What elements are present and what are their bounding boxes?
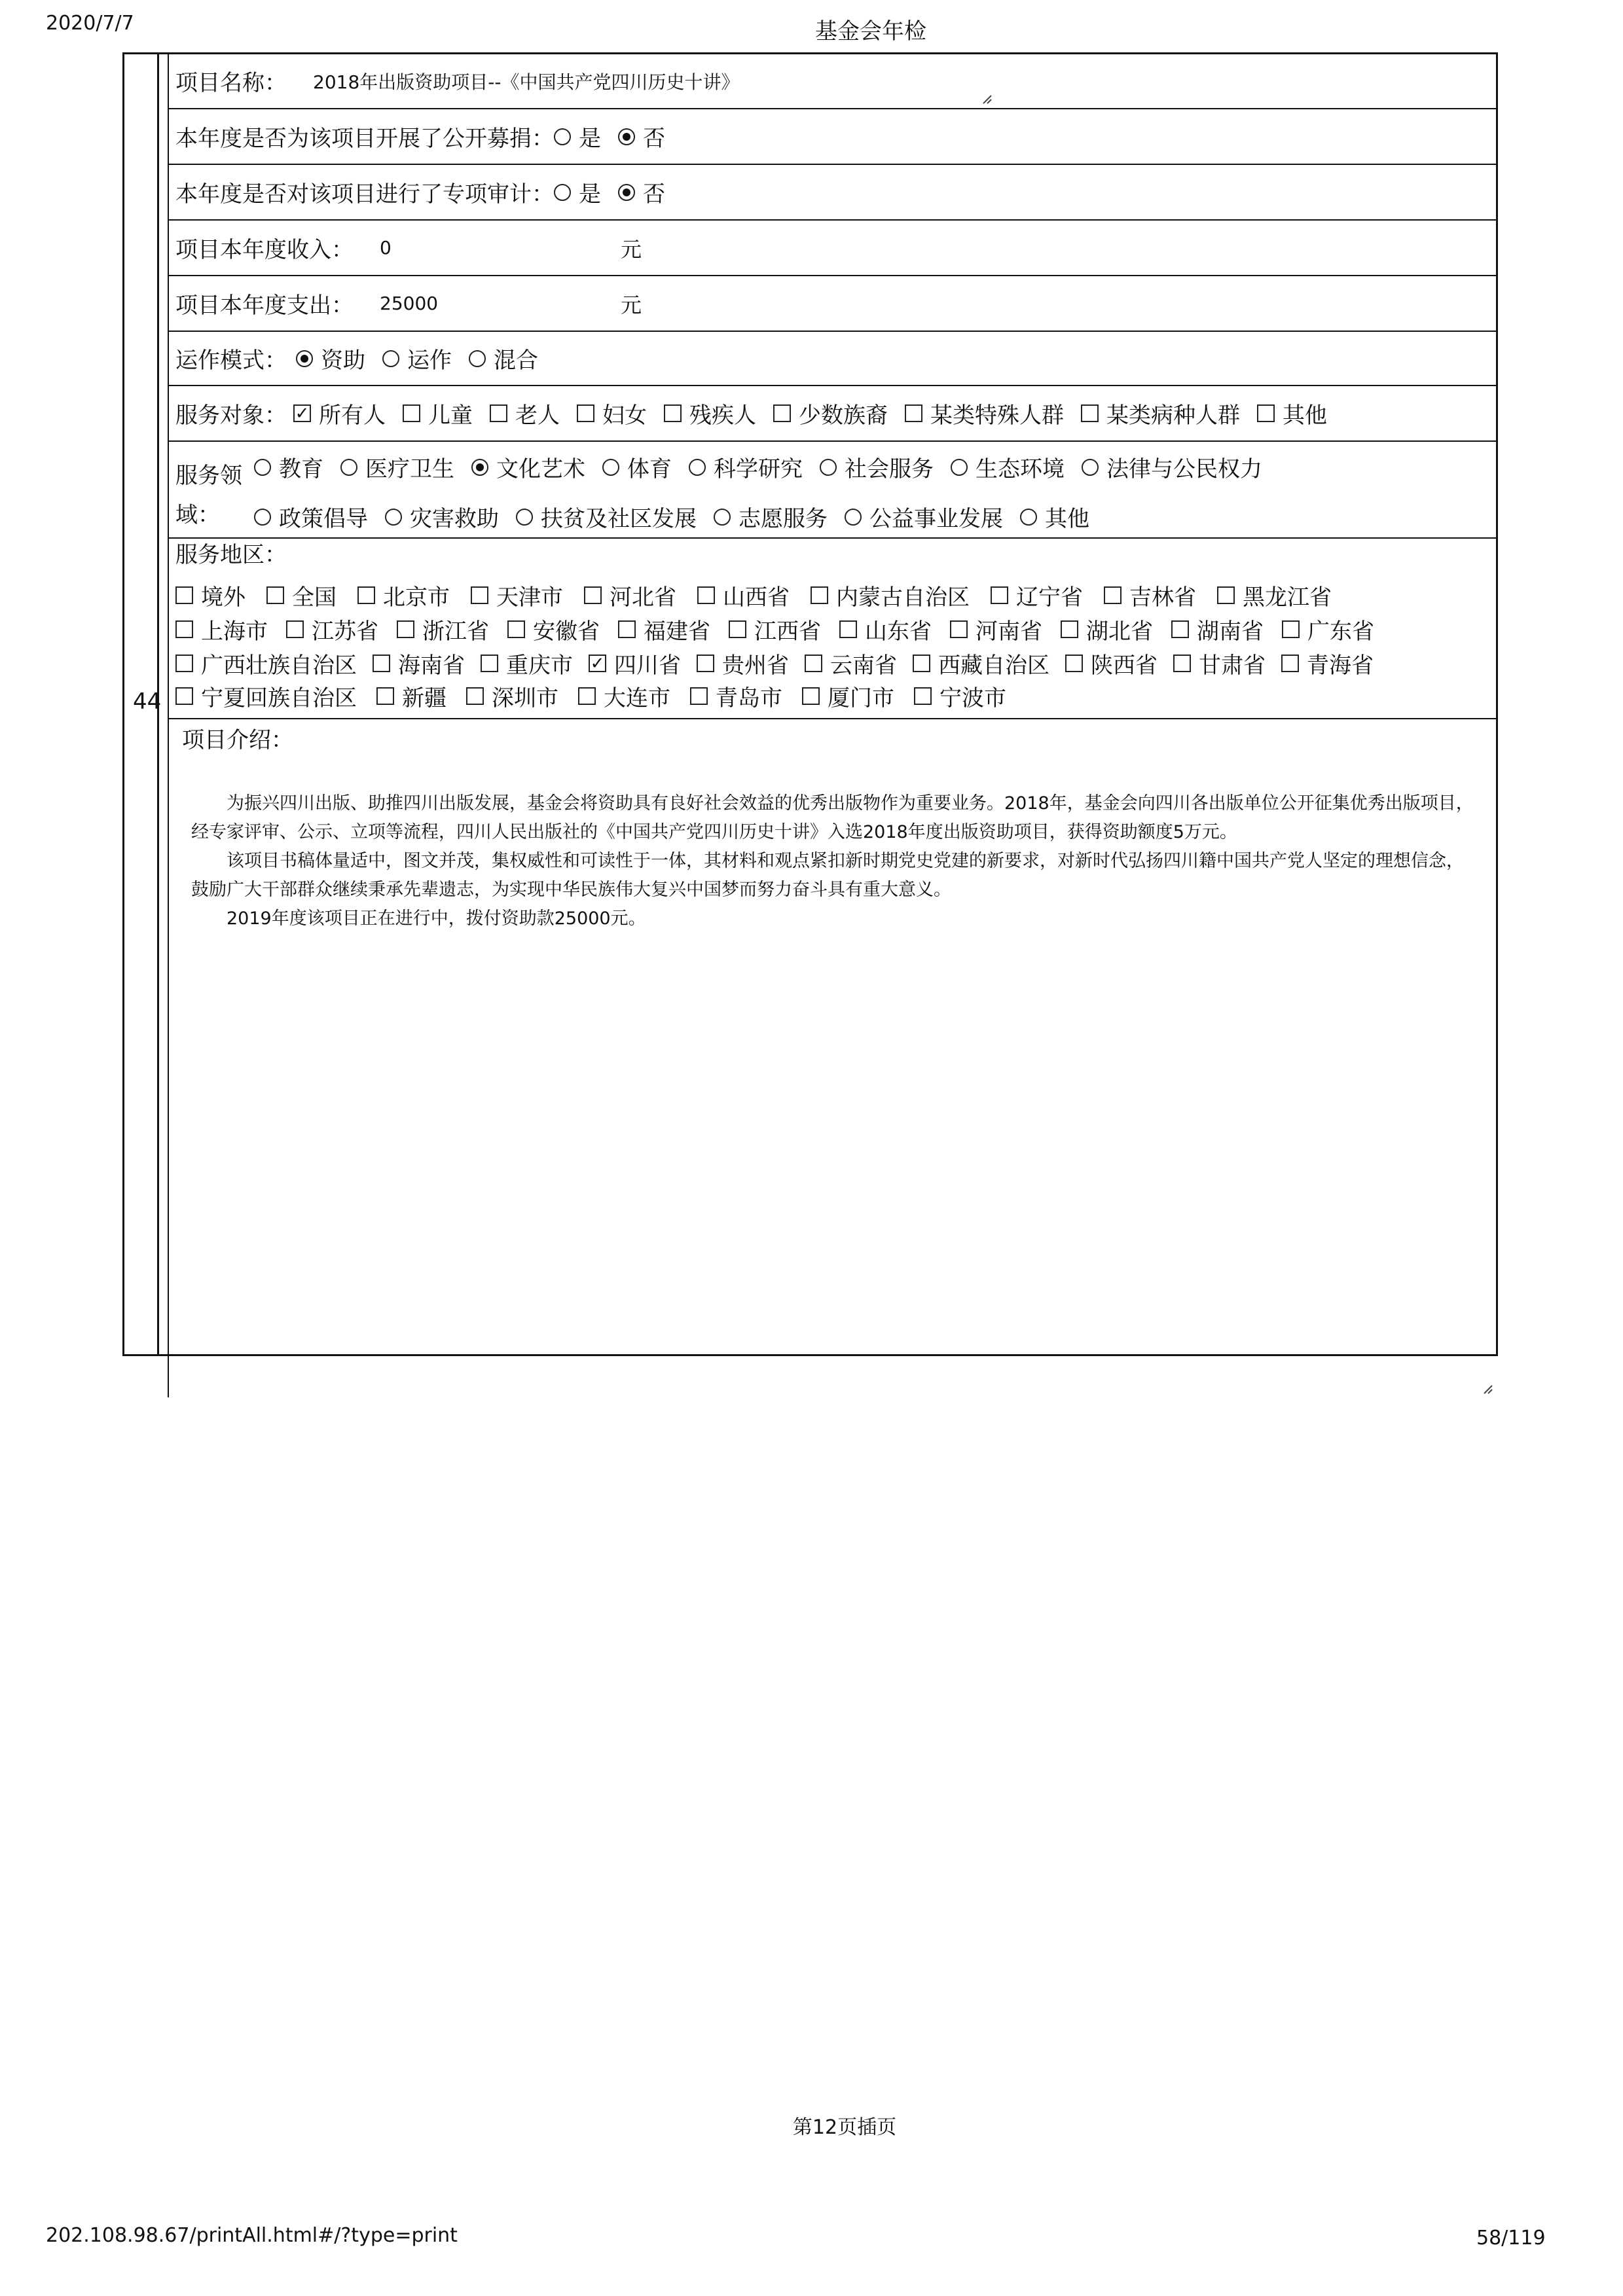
area-option[interactable] [589, 647, 681, 679]
area-label: 甘肃省 [1199, 653, 1266, 679]
target-option[interactable] [490, 397, 560, 429]
area-option[interactable] [690, 680, 782, 712]
field-label: 政策倡导 [279, 506, 368, 532]
area-option[interactable] [950, 613, 1042, 645]
radio-icon[interactable] [714, 509, 731, 526]
area-option[interactable] [175, 647, 357, 679]
checkbox-icon[interactable] [697, 586, 715, 604]
checkbox-icon[interactable] [618, 620, 636, 638]
area-option[interactable] [1104, 579, 1196, 611]
fundraising-yes-label: 是 [579, 126, 601, 152]
area-option[interactable] [1061, 613, 1153, 645]
fundraising-no-option[interactable] [618, 120, 665, 152]
checkbox-icon[interactable] [697, 655, 714, 672]
field-label: 生态环境 [976, 456, 1065, 482]
area-label: 厦门市 [828, 685, 894, 711]
checkbox-icon[interactable] [397, 620, 414, 638]
area-option[interactable] [618, 613, 710, 645]
field-label: 教育 [279, 456, 323, 482]
header-date: 2020/7/7 [46, 12, 134, 35]
radio-icon[interactable] [602, 459, 619, 476]
checkbox-icon[interactable] [578, 687, 596, 705]
area-option[interactable] [811, 579, 970, 611]
area-label: 境外 [201, 584, 246, 611]
radio-selected-icon[interactable] [618, 128, 635, 145]
area-line-2 [175, 613, 1374, 645]
checkbox-icon[interactable] [266, 586, 284, 604]
checkbox-icon[interactable] [481, 655, 498, 672]
area-option[interactable] [373, 647, 465, 679]
footer-url: 202.108.98.67/printAll.html#/?type=print [46, 2224, 458, 2247]
checkbox-icon[interactable] [991, 586, 1008, 604]
area-option[interactable] [175, 579, 246, 611]
target-label: 儿童 [428, 403, 473, 429]
area-option[interactable] [1171, 613, 1264, 645]
area-option[interactable] [397, 613, 489, 645]
checkbox-icon[interactable] [1061, 620, 1078, 638]
radio-selected-icon[interactable] [471, 459, 488, 476]
area-option[interactable] [175, 680, 357, 712]
area-label: 江西省 [754, 619, 821, 645]
radio-icon[interactable] [385, 509, 402, 526]
checkbox-icon[interactable] [811, 586, 828, 604]
area-option[interactable] [697, 579, 790, 611]
target-label: 残疾人 [689, 403, 756, 429]
field-option[interactable] [1082, 451, 1262, 483]
mode-option[interactable] [296, 342, 365, 374]
checkbox-icon[interactable] [1173, 655, 1191, 672]
radio-icon[interactable] [382, 350, 399, 367]
area-label: 河南省 [976, 619, 1042, 645]
target-option[interactable] [293, 397, 386, 429]
checkbox-icon[interactable] [286, 620, 304, 638]
income-unit: 元 [621, 236, 642, 262]
area-label: 宁夏回族自治区 [201, 685, 357, 711]
checkbox-icon[interactable] [839, 620, 857, 638]
area-option[interactable] [805, 647, 897, 679]
area-label: 广东省 [1307, 619, 1374, 645]
target-label: 所有人 [319, 403, 386, 429]
area-option[interactable] [507, 613, 600, 645]
checkbox-icon[interactable] [950, 620, 968, 638]
header-title: 基金会年检 [815, 18, 926, 45]
target-option[interactable] [1081, 397, 1240, 429]
area-label: 海南省 [398, 653, 465, 679]
area-label: 北京市 [383, 584, 450, 611]
checkbox-icon[interactable] [1282, 620, 1300, 638]
area-label: 河北省 [610, 584, 676, 611]
field-option[interactable] [689, 451, 803, 483]
checkbox-icon[interactable] [175, 620, 193, 638]
income-value[interactable]: 0 [380, 237, 392, 259]
checkbox-icon[interactable] [577, 404, 594, 422]
field-label: 灾害救助 [410, 506, 499, 532]
radio-icon[interactable] [516, 509, 533, 526]
field-option[interactable] [951, 451, 1065, 483]
checkbox-icon[interactable] [729, 620, 746, 638]
service-area-label: 服务地区： [175, 542, 287, 568]
area-label: 吉林省 [1129, 584, 1196, 611]
checkbox-icon[interactable] [584, 586, 602, 604]
area-label: 上海市 [201, 619, 268, 645]
project-form [168, 54, 1496, 1397]
area-option[interactable] [1065, 647, 1158, 679]
area-option[interactable] [1173, 647, 1266, 679]
area-option[interactable] [175, 613, 268, 645]
service-field-line-2 [254, 501, 1106, 533]
checkbox-icon[interactable] [1065, 655, 1083, 672]
fundraising-row [169, 109, 1496, 165]
checkbox-icon[interactable] [1257, 404, 1275, 422]
radio-icon[interactable] [951, 459, 968, 476]
area-option[interactable] [1217, 579, 1332, 611]
checkbox-icon[interactable] [1217, 586, 1235, 604]
row-number: 44 [133, 689, 162, 715]
field-option[interactable] [516, 501, 697, 533]
service-target-label: 服务对象： [175, 403, 287, 429]
field-option[interactable] [714, 501, 828, 533]
target-label: 少数族裔 [799, 403, 888, 429]
checkbox-icon[interactable] [471, 586, 488, 604]
mode-label: 运作 [407, 348, 452, 374]
field-label: 体育 [627, 456, 672, 482]
area-label: 山西省 [723, 584, 790, 611]
area-label: 湖北省 [1086, 619, 1153, 645]
field-label: 法律与公民权力 [1106, 456, 1262, 482]
checkbox-icon[interactable] [490, 404, 507, 422]
area-label: 重庆市 [506, 653, 573, 679]
checkbox-icon[interactable] [914, 687, 932, 705]
target-option[interactable] [403, 397, 473, 429]
checkbox-icon[interactable] [802, 687, 820, 705]
area-option[interactable] [914, 680, 1006, 712]
area-option[interactable] [802, 680, 894, 712]
checkbox-icon[interactable] [1081, 404, 1099, 422]
checkbox-icon[interactable] [1171, 620, 1189, 638]
resize-handle-icon[interactable] [1482, 1383, 1493, 1395]
area-line-1 [175, 579, 1332, 611]
field-label: 科学研究 [714, 456, 803, 482]
field-option[interactable] [602, 451, 672, 483]
operation-mode-label: 运作模式： [175, 348, 287, 374]
area-label: 陕西省 [1091, 653, 1158, 679]
footer-page-number: 58/119 [1476, 2227, 1546, 2250]
expense-label: 项目本年度支出： [175, 293, 354, 319]
radio-icon[interactable] [554, 128, 571, 145]
service-field-line-1 [254, 451, 1279, 483]
area-option[interactable] [466, 680, 558, 712]
area-label: 安徽省 [533, 619, 600, 645]
mode-option[interactable] [469, 342, 538, 374]
area-option[interactable] [991, 579, 1083, 611]
radio-selected-icon[interactable] [618, 184, 635, 201]
checkbox-icon[interactable] [175, 655, 193, 672]
checkbox-icon[interactable] [1281, 655, 1299, 672]
audit-yes-option[interactable] [554, 176, 601, 208]
area-label: 西藏自治区 [938, 653, 1049, 679]
project-name-label: 项目名称： [175, 70, 287, 96]
checkbox-icon[interactable] [664, 404, 682, 422]
project-intro-row [169, 719, 1496, 1397]
checkbox-icon[interactable] [466, 687, 484, 705]
area-label: 天津市 [496, 584, 563, 611]
checkbox-icon[interactable] [175, 687, 193, 705]
area-label: 辽宁省 [1016, 584, 1083, 611]
area-option[interactable] [697, 647, 789, 679]
target-option[interactable] [577, 397, 647, 429]
area-label: 湖南省 [1197, 619, 1264, 645]
area-label: 江苏省 [312, 619, 378, 645]
operation-mode-row [169, 332, 1496, 386]
area-option[interactable] [913, 647, 1049, 679]
area-label: 福建省 [644, 619, 710, 645]
checkbox-checked-icon[interactable] [589, 655, 606, 672]
field-option[interactable] [845, 501, 1003, 533]
fundraising-yes-option[interactable] [554, 120, 601, 152]
field-option[interactable] [471, 451, 585, 483]
target-option[interactable] [773, 397, 888, 429]
field-label: 公益事业发展 [869, 506, 1003, 532]
area-option[interactable] [1281, 647, 1374, 679]
expense-value[interactable]: 25000 [380, 293, 439, 314]
checkbox-icon[interactable] [175, 586, 193, 604]
checkbox-icon[interactable] [805, 655, 822, 672]
field-label: 文化艺术 [496, 456, 585, 482]
radio-icon[interactable] [340, 459, 357, 476]
project-name-row [169, 54, 1496, 109]
field-option[interactable] [820, 451, 934, 483]
radio-icon[interactable] [1082, 459, 1099, 476]
target-label: 某类特殊人群 [930, 403, 1064, 429]
target-option[interactable] [905, 397, 1064, 429]
radio-selected-icon[interactable] [296, 350, 313, 367]
field-label: 扶贫及社区发展 [541, 506, 697, 532]
area-label: 新疆 [402, 685, 447, 711]
fundraising-no-label: 否 [643, 126, 665, 152]
area-label: 山东省 [865, 619, 932, 645]
area-label: 全国 [292, 584, 337, 611]
mode-label: 混合 [494, 348, 538, 374]
radio-icon[interactable] [845, 509, 862, 526]
service-area-row [169, 539, 1496, 719]
area-option[interactable] [471, 579, 563, 611]
field-option[interactable] [385, 501, 499, 533]
radio-icon[interactable] [554, 184, 571, 201]
target-label: 老人 [515, 403, 560, 429]
project-intro[interactable] [175, 719, 1496, 933]
checkbox-icon[interactable] [773, 404, 791, 422]
field-label: 志愿服务 [739, 506, 828, 532]
checkbox-icon[interactable] [913, 655, 930, 672]
field-label: 医疗卫生 [365, 456, 454, 482]
target-label: 其他 [1283, 403, 1327, 429]
area-line-4 [175, 680, 1006, 712]
footer-note: 第12页插页 [792, 2116, 897, 2139]
field-label: 其他 [1045, 506, 1089, 532]
field-option[interactable] [254, 501, 368, 533]
field-option[interactable] [254, 451, 323, 483]
intro-paragraph-1: 为振兴四川出版、助推四川出版发展，基金会将资助具有良好社会效益的优秀出版物作为重要业务。2018年，基金会向四川各出版单位公开征集优秀出版项目，经专家评审、公示、立项等流程，四川人民出版社的《中国共产党四川历史十讲》入选2018年度出版资助项目，获得资助额度5万元。 [191, 793, 1474, 842]
audit-row [169, 165, 1496, 221]
field-option[interactable] [340, 451, 454, 483]
checkbox-icon[interactable] [373, 655, 390, 672]
radio-icon[interactable] [1020, 509, 1037, 526]
area-label: 内蒙古自治区 [836, 584, 970, 611]
resize-handle-icon[interactable] [981, 93, 993, 105]
area-option[interactable] [839, 613, 932, 645]
project-name-value[interactable]: 2018年出版资助项目--《中国共产党四川历史十讲》 [313, 71, 740, 93]
area-label: 大连市 [604, 685, 670, 711]
field-option[interactable] [1020, 501, 1089, 533]
area-label: 青海省 [1307, 653, 1374, 679]
radio-icon[interactable] [469, 350, 486, 367]
area-option[interactable] [376, 680, 447, 712]
area-option[interactable] [729, 613, 821, 645]
area-option[interactable] [266, 579, 337, 611]
audit-no-label: 否 [643, 181, 665, 207]
area-label: 浙江省 [422, 619, 489, 645]
area-option[interactable] [1282, 613, 1374, 645]
mode-option[interactable] [382, 342, 452, 374]
audit-label: 本年度是否对该项目进行了专项审计： [175, 181, 554, 207]
area-label: 深圳市 [492, 685, 558, 711]
radio-icon[interactable] [254, 509, 271, 526]
target-option[interactable] [1257, 397, 1327, 429]
checkbox-icon[interactable] [357, 586, 375, 604]
target-label: 妇女 [602, 403, 647, 429]
area-label: 青岛市 [716, 685, 782, 711]
area-label: 黑龙江省 [1243, 584, 1332, 611]
area-option[interactable] [481, 647, 573, 679]
area-option[interactable] [357, 579, 450, 611]
audit-yes-label: 是 [579, 181, 601, 207]
area-label: 云南省 [830, 653, 897, 679]
field-label: 社会服务 [845, 456, 934, 482]
area-label: 贵州省 [722, 653, 789, 679]
checkbox-icon[interactable] [690, 687, 708, 705]
intro-paragraph-2: 该项目书稿体量适中，图文并茂，集权威性和可读性于一体，其材料和观点紧扣新时期党史党建的新要求，对新时代弘扬四川籍中国共产党人坚定的理想信念，鼓励广大干部群众继续秉承先辈遗志，为实现中华民族伟大复兴中国梦而努力奋斗具有重大意义。 [191, 851, 1464, 900]
project-intro-label: 项目介绍： [182, 727, 293, 753]
area-label: 广西壮族自治区 [201, 653, 357, 679]
area-option[interactable] [578, 680, 670, 712]
checkbox-icon[interactable] [507, 620, 525, 638]
income-label: 项目本年度收入： [175, 237, 354, 263]
target-option[interactable] [664, 397, 756, 429]
radio-icon[interactable] [254, 459, 271, 476]
area-option[interactable] [286, 613, 378, 645]
checkbox-icon[interactable] [905, 404, 922, 422]
area-label: 宁波市 [939, 685, 1006, 711]
service-field-row [169, 442, 1496, 539]
checkbox-checked-icon[interactable] [293, 404, 311, 422]
audit-no-option[interactable] [618, 176, 665, 208]
checkbox-icon[interactable] [376, 687, 394, 705]
fundraising-label: 本年度是否为该项目开展了公开募捐： [175, 126, 554, 152]
income-row [169, 221, 1496, 276]
checkbox-icon[interactable] [1104, 586, 1122, 604]
radio-icon[interactable] [820, 459, 837, 476]
expense-unit: 元 [621, 292, 642, 317]
area-option[interactable] [584, 579, 676, 611]
checkbox-icon[interactable] [403, 404, 420, 422]
area-line-3 [175, 647, 1374, 679]
expense-row [169, 276, 1496, 332]
service-field-label: 服务领域： [175, 463, 242, 528]
radio-icon[interactable] [689, 459, 706, 476]
intro-paragraph-3: 2019年度该项目正在进行中，拨付资助款25000元。 [227, 908, 646, 929]
area-label: 四川省 [614, 653, 681, 679]
mode-label: 资助 [321, 348, 365, 374]
target-label: 某类病种人群 [1106, 403, 1240, 429]
service-target-row [169, 386, 1496, 442]
